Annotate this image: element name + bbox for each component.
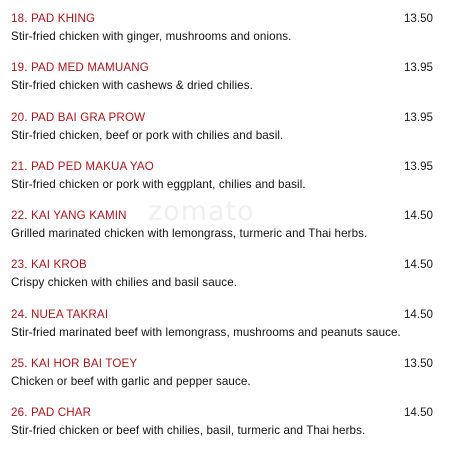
item-description: Crispy chicken with chilies and basil sauce. xyxy=(11,276,238,290)
item-name: 18. PAD KHING xyxy=(11,12,96,25)
item-price: 14.50 xyxy=(403,307,433,321)
item-price: 13.95 xyxy=(403,110,433,124)
item-name: 24. NUEA TAKRAI xyxy=(11,307,109,321)
item-price: 13.50 xyxy=(403,12,433,25)
item-description: Stir-fried chicken or beef with chilies, basil, turmeric and Thai herbs. xyxy=(11,424,366,438)
item-price: 14.50 xyxy=(403,209,433,223)
menu-item xyxy=(11,111,434,160)
menu-item xyxy=(11,12,434,61)
menu-item xyxy=(11,160,434,209)
item-name: 25. KAI HOR BAI TOEY xyxy=(11,357,138,371)
item-description: Stir-fried chicken with cashews & dried chilies. xyxy=(11,79,253,93)
item-name: 26. PAD CHAR xyxy=(11,406,92,420)
menu-item xyxy=(11,357,434,406)
menu-item xyxy=(11,209,434,258)
item-name: 19. PAD MED MAMUANG xyxy=(11,61,149,75)
menu-item xyxy=(11,258,434,307)
item-price: 14.50 xyxy=(403,406,433,420)
item-name: 21. PAD PED MAKUA YAO xyxy=(11,159,154,173)
menu-item xyxy=(11,308,434,357)
item-description: Grilled marinated chicken with lemongrass, turmeric and Thai herbs. xyxy=(11,227,368,241)
item-price: 13.95 xyxy=(403,159,433,173)
item-name: 20. PAD BAI GRA PROW xyxy=(11,110,146,124)
menu-item xyxy=(11,406,434,455)
item-description: Chicken or beef with garlic and pepper sauce. xyxy=(11,375,251,389)
item-price: 13.95 xyxy=(403,61,433,75)
item-description: Stir-fried chicken, beef or pork with chilies and basil. xyxy=(11,128,284,142)
item-description: Stir-fried chicken or pork with eggplant, chilies and basil. xyxy=(11,177,306,191)
watermark: zomato xyxy=(148,196,255,227)
item-description: Stir-fried marinated beef with lemongrass, mushrooms and peanuts sauce. xyxy=(11,325,401,339)
menu-list xyxy=(11,12,434,456)
item-name: 22. KAI YANG KAMIN xyxy=(11,209,127,223)
item-price: 14.50 xyxy=(403,258,433,272)
item-price: 13.50 xyxy=(403,357,433,371)
item-description: Stir-fried chicken with ginger, mushrooms and onions. xyxy=(11,30,292,43)
item-name: 23. KAI KROB xyxy=(11,258,87,272)
menu-item xyxy=(11,61,434,110)
